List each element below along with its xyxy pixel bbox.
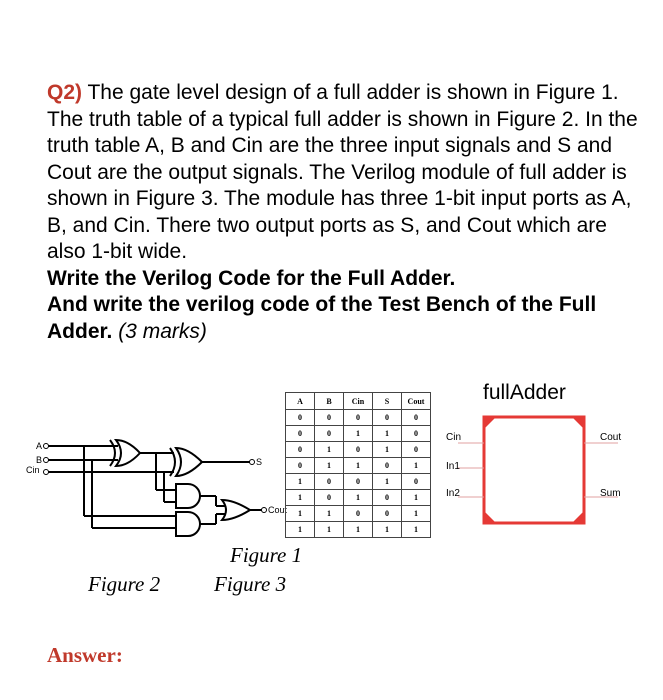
figure3-caption: Figure 3 [214, 572, 287, 596]
header-cin: Cin [344, 393, 373, 410]
cell: 1 [344, 458, 373, 474]
cell: 0 [344, 442, 373, 458]
instruction-testbench: And write the verilog code of the Test Bench of the Full Adder. [47, 293, 597, 343]
figure1-caption: Figure 1 [230, 543, 303, 567]
cell: 1 [315, 506, 344, 522]
header-b: B [315, 393, 344, 410]
full-adder-circuit-diagram [26, 432, 276, 542]
header-s: S [373, 393, 402, 410]
question-body: The gate level design of a full adder is shown in Figure 1. The truth table of a typical full adder is shown in Figure 2. In the truth table A, B and Cin are the three input signals and S and Cout are the output signals. The Verilog module of full adder is shown in Figure 3. The module has three 1-bit input ports as A, B, and Cin. There two output ports as S, and Cout which are also 1-bit wide. [47, 81, 638, 263]
cell: 1 [286, 506, 315, 522]
table-row [286, 442, 431, 458]
cell: 0 [373, 410, 402, 426]
cell: 1 [344, 490, 373, 506]
port-cin-label: Cin [446, 432, 462, 443]
port-sum-label: Sum [600, 488, 621, 499]
marks-label: (3 marks) [112, 319, 207, 343]
cell: 1 [373, 442, 402, 458]
cell: 1 [286, 474, 315, 490]
cell: 1 [315, 458, 344, 474]
cell: 1 [402, 490, 431, 506]
table-header-row [286, 393, 431, 410]
cell: 1 [344, 426, 373, 442]
cell: 0 [402, 474, 431, 490]
table-row [286, 426, 431, 442]
cell: 0 [286, 426, 315, 442]
cell: 0 [373, 506, 402, 522]
full-adder-module-block [438, 405, 638, 535]
answer-label: Answer: [47, 643, 123, 667]
cell: 0 [344, 506, 373, 522]
cell: 1 [373, 474, 402, 490]
cell: 1 [286, 522, 315, 538]
truth-table [285, 392, 431, 538]
cell: 0 [315, 474, 344, 490]
cell: 0 [286, 442, 315, 458]
question-label: Q2) [47, 81, 83, 104]
cell: 0 [373, 458, 402, 474]
table-row [286, 522, 431, 538]
table-row [286, 506, 431, 522]
cell: 0 [402, 426, 431, 442]
cell: 1 [315, 522, 344, 538]
cell: 1 [373, 522, 402, 538]
table-row [286, 474, 431, 490]
cell: 0 [373, 490, 402, 506]
header-cout: Cout [402, 393, 431, 410]
cell: 0 [344, 410, 373, 426]
cell: 0 [286, 410, 315, 426]
cell: 0 [286, 458, 315, 474]
question-text [47, 80, 647, 345]
port-cout-label: Cout [600, 432, 622, 443]
cell: 0 [402, 410, 431, 426]
input-b-label: B [36, 455, 43, 465]
output-cout-label: Cout [268, 505, 288, 515]
cell: 1 [373, 426, 402, 442]
table-row [286, 490, 431, 506]
output-s-label: S [256, 457, 263, 467]
table-row [286, 410, 431, 426]
port-in1-label: In1 [446, 461, 460, 472]
cell: 1 [286, 490, 315, 506]
cell: 1 [344, 522, 373, 538]
cell: 0 [315, 426, 344, 442]
cell: 0 [344, 474, 373, 490]
cell: 1 [402, 522, 431, 538]
cell: 1 [315, 442, 344, 458]
input-a-label: A [36, 441, 43, 451]
cell: 0 [315, 410, 344, 426]
cell: 1 [402, 458, 431, 474]
instruction-verilog: Write the Verilog Code for the Full Adder. [47, 266, 456, 290]
cell: 0 [315, 490, 344, 506]
header-a: A [286, 393, 315, 410]
cell: 1 [402, 506, 431, 522]
cell: 0 [402, 442, 431, 458]
table-row [286, 458, 431, 474]
figure2-caption: Figure 2 [88, 572, 161, 596]
input-cin-label: Cin [26, 465, 40, 475]
port-in2-label: In2 [446, 488, 460, 499]
module-title: fullAdder [483, 381, 566, 404]
